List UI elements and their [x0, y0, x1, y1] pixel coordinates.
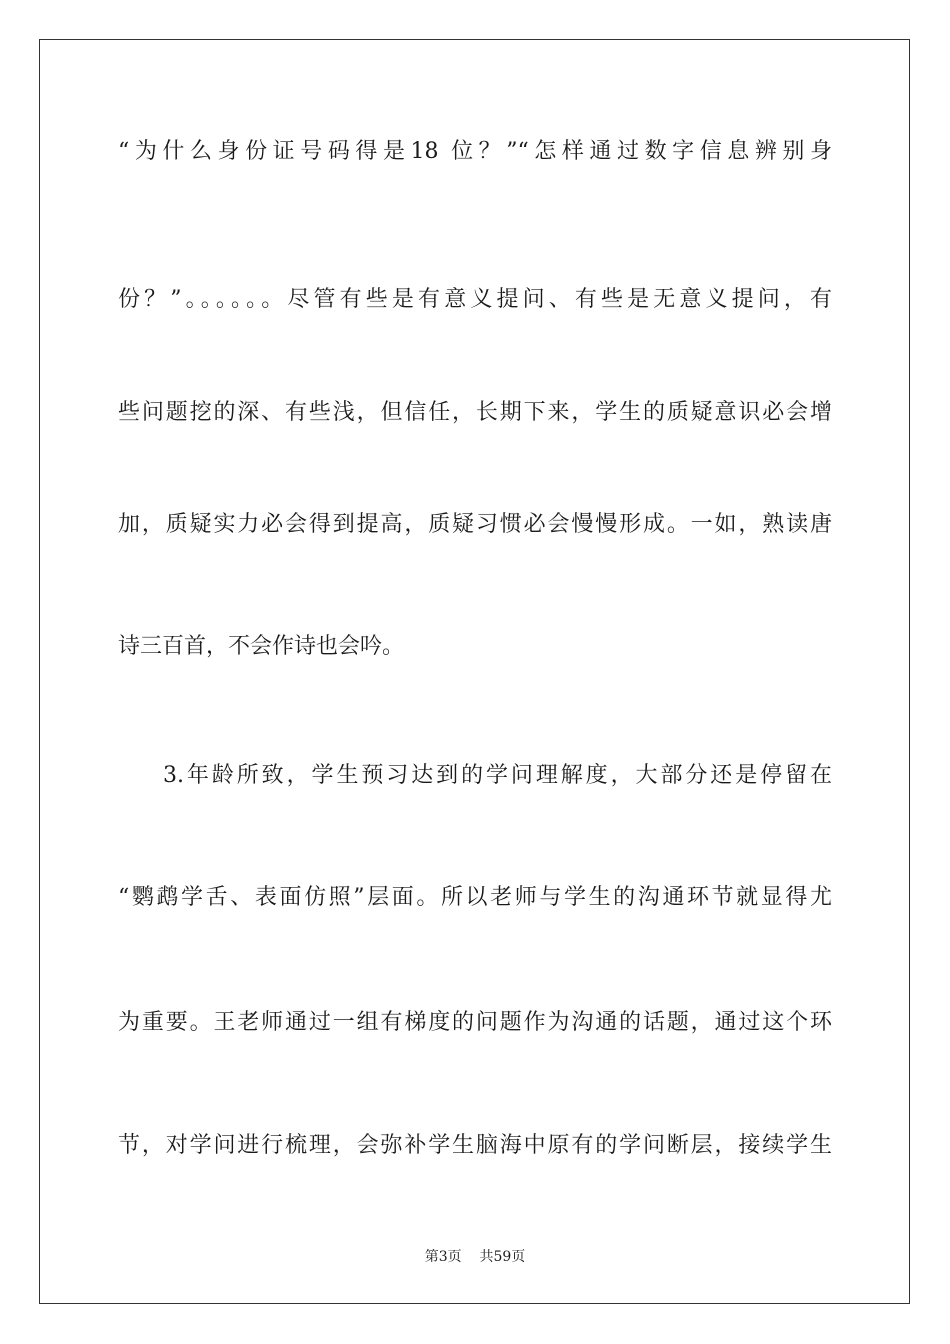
paragraph-line-9: 节，对学问进行梳理，会弥补学生脑海中原有的学问断层，接续学生: [118, 1133, 832, 1158]
paragraph-line-4: 加，质疑实力必会得到提高，质疑习惯必会慢慢形成。一如，熟读唐: [118, 512, 832, 537]
paragraph-line-2: 份？”。。。。。。尽管有些是有意义提问、有些是无意义提问，有: [118, 287, 832, 312]
paragraph-line-6: 3.年龄所致，学生预习达到的学问理解度，大部分还是停留在: [163, 763, 832, 788]
paragraph-line-1: “为什么身份证号码得是18 位？”“怎样通过数字信息辨别身: [118, 139, 832, 164]
paragraph-line-3: 些问题挖的深、有些浅，但信任，长期下来，学生的质疑意识必会增: [118, 400, 832, 425]
paragraph-line-7: “鹦鹉学舌、表面仿照”层面。所以老师与学生的沟通环节就显得尤: [118, 885, 832, 910]
page-number-footer: 第3页 共59页: [424, 1249, 526, 1265]
paragraph-line-8: 为重要。王老师通过一组有梯度的问题作为沟通的话题，通过这个环: [118, 1010, 832, 1035]
page-border: [39, 39, 910, 1304]
paragraph-line-5: 诗三百首，不会作诗也会吟。: [118, 634, 405, 659]
